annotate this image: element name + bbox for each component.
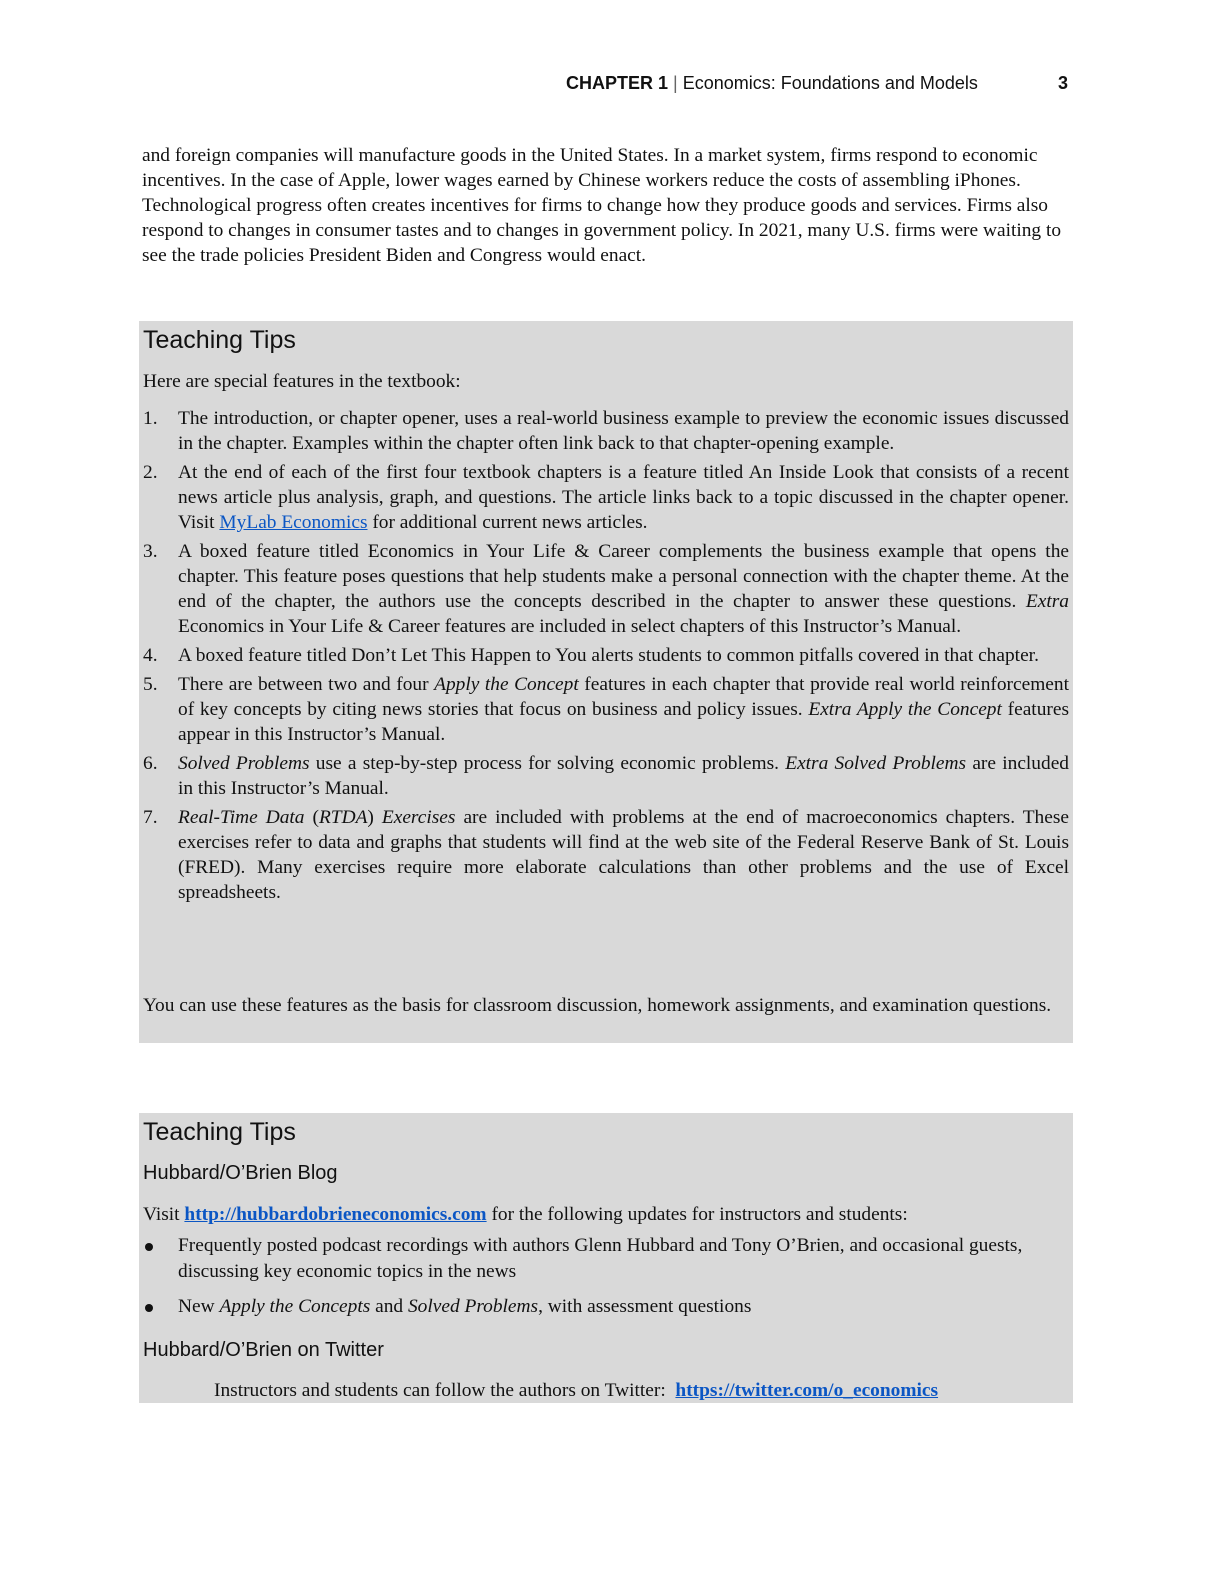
emphasis-text: Apply the Concepts <box>219 1296 371 1317</box>
box-title: Teaching Tips <box>143 1118 296 1146</box>
list-item-text: Economics in Your Life & Career features are included in select chapters of this Instructor’s Manual. <box>178 616 962 637</box>
list-item-text: A boxed feature titled Don’t Let This Happen to You alerts students to common pitfalls covered in that chapter. <box>178 645 1039 666</box>
mylab-economics-link[interactable]: MyLab Economics <box>219 512 368 533</box>
twitter-link[interactable]: https://twitter.com/o_economics <box>675 1380 939 1401</box>
list-item-text: A boxed feature titled Economics in Your Life & Career complements the business example that opens the chapter. This feature poses questions that help students make a personal connection with the chapter theme. At the end of the chapter, the authors use the concepts described in the chapter to answer these questions. <box>178 541 1069 612</box>
bullet-icon <box>145 1304 153 1312</box>
list-number: 2. <box>143 462 158 483</box>
teaching-tips-box-features <box>139 321 1073 1043</box>
list-item <box>139 751 1069 801</box>
list-item-text: At the end of each of the first four textbook chapters is a feature titled An Inside Look that consists of a recent news article plus analysis, graph, and questions. The article links back to a topic discussed in the chapter opener. Visit <box>178 462 1069 533</box>
list-number: 4. <box>143 645 158 666</box>
emphasis-text: Apply the Concept <box>434 674 579 695</box>
emphasis-text: Real-Time Data <box>178 807 305 828</box>
visit-text: for the following updates for instructors and students: <box>486 1204 908 1225</box>
chapter-label: CHAPTER 1 <box>566 73 669 93</box>
features-list <box>139 406 1069 909</box>
list-item <box>139 805 1069 905</box>
box-title: Teaching Tips <box>143 326 296 354</box>
page-number: 3 <box>1057 73 1068 93</box>
emphasis-text: Extra Solved Problems <box>785 753 967 774</box>
blog-visit-line <box>143 1202 1069 1227</box>
list-number: 1. <box>143 408 158 429</box>
list-item-text: features appear in this Instructor’s Manual. <box>178 699 1070 745</box>
list-item-text: for additional current news articles. <box>367 512 648 533</box>
list-item <box>139 672 1069 747</box>
twitter-line <box>214 1378 1064 1403</box>
list-item <box>139 643 1069 668</box>
list-item-text: features in each chapter that provide real world reinforcement of key concepts by citing news stories that focus on business and policy issues. <box>178 674 1069 720</box>
intro-paragraph: and foreign companies will manufacture goods in the United States. In a market system, firms respond to economic incentives. In the case of Apple, lower wages earned by Chinese workers reduce the costs of assembling iPhones. Technological progress often creates incentives for firms to change how they produce goods and services. Firms also respond to changes in consumer tastes and to changes in government policy. In 2021, many U.S. firms were waiting to see the trade policies President Biden and Congress would enact. <box>142 145 1062 266</box>
features-lead: Here are special features in the textbook: <box>143 371 461 392</box>
list-item-text: , with assessment questions <box>538 1296 752 1317</box>
list-item-text: New <box>178 1296 220 1317</box>
list-number: 5. <box>143 674 158 695</box>
list-number: 3. <box>143 541 158 562</box>
emphasis-text: Extra Apply the Concept <box>808 699 1002 720</box>
updates-list <box>139 1233 1069 1329</box>
twitter-heading: Hubbard/O’Brien on Twitter <box>143 1339 384 1361</box>
twitter-text: Instructors and students can follow the authors on Twitter: <box>214 1380 676 1401</box>
list-item-text: use a step-by-step process for solving economic problems. <box>309 753 786 774</box>
list-item-text: The introduction, or chapter opener, uses a real-world business example to preview the economic issues discussed in the chapter. Examples within the chapter often link back to that chapter-opening example. <box>178 408 1069 454</box>
list-item-text: Frequently posted podcast recordings with authors Glenn Hubbard and Tony O’Brien, and occasional guests, discussing key economic topics in the news <box>178 1235 1023 1282</box>
blog-heading: Hubbard/O’Brien Blog <box>143 1162 338 1184</box>
header-separator: | <box>673 73 678 93</box>
list-item <box>139 1233 1069 1285</box>
emphasis-text: Solved Problems <box>178 753 310 774</box>
emphasis-text: Extra <box>1025 591 1069 612</box>
list-item-text: are included with problems at the end of macroeconomics chapters. These exercises refer to data and graphs that students will find at the web site of the Federal Reserve Bank of St. Louis (FRED). Many exercises require more elaborate calculations than other problems and the use of Excel spreadsheets. <box>178 807 1069 903</box>
teaching-tips-box-blog <box>139 1113 1073 1403</box>
chapter-title: Economics: Foundations and Models <box>682 73 978 93</box>
visit-text: Visit <box>143 1204 185 1225</box>
list-item <box>139 1294 1069 1320</box>
list-item <box>139 539 1069 639</box>
list-item <box>139 406 1069 456</box>
list-number: 7. <box>143 807 158 828</box>
chapter-heading <box>566 73 978 94</box>
list-item-text: ( <box>304 807 319 828</box>
emphasis-text: Solved Problems <box>407 1296 539 1317</box>
list-item-text: ) <box>367 807 382 828</box>
list-item <box>139 460 1069 535</box>
features-closing: You can use these features as the basis for classroom discussion, homework assignments, and examination questions. <box>143 995 1052 1016</box>
emphasis-text: Exercises <box>381 807 456 828</box>
bullet-icon <box>145 1243 153 1251</box>
emphasis-text: RTDA <box>318 807 368 828</box>
list-item-text: There are between two and four <box>178 674 435 695</box>
blog-link[interactable]: http://hubbardobrieneconomics.com <box>184 1204 487 1225</box>
running-header <box>560 73 1072 99</box>
list-number: 6. <box>143 753 158 774</box>
list-item-text: are included in this Instructor’s Manual. <box>178 753 1070 799</box>
list-item-text: and <box>370 1296 408 1317</box>
